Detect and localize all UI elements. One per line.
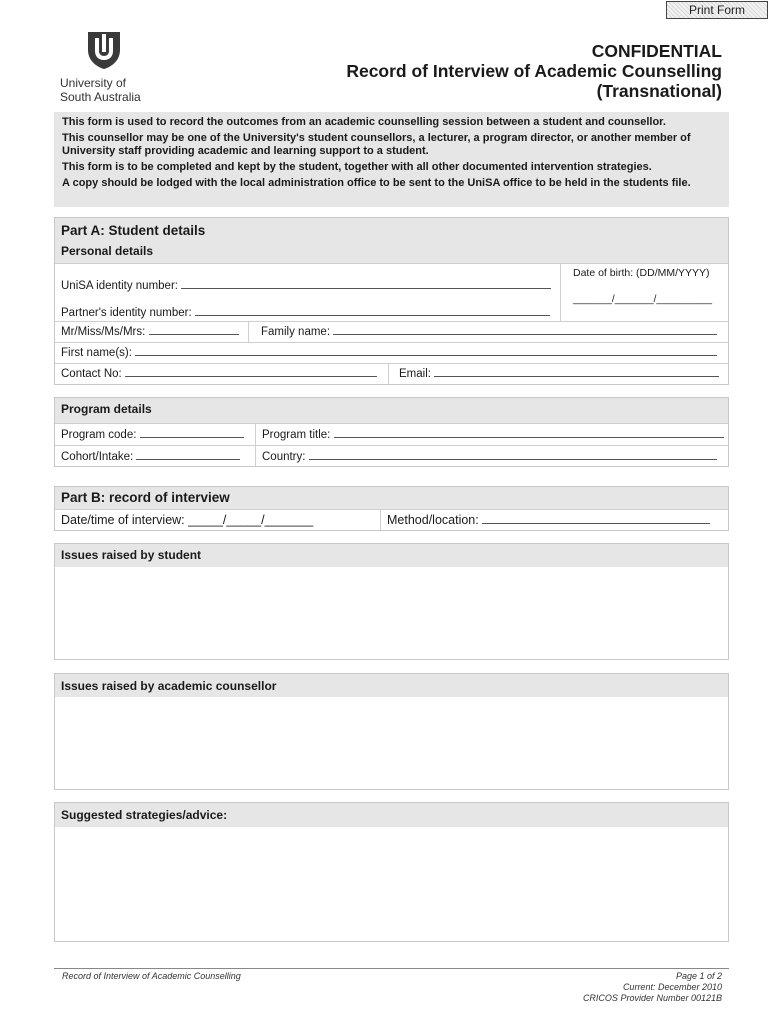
interview-row (55, 509, 728, 530)
strategies-textarea[interactable] (55, 827, 728, 941)
part-a-header (55, 218, 728, 263)
dob-label: Date of birth: (DD/MM/YYYY) (573, 267, 710, 279)
unisa-id-label: UniSA identity number: (61, 280, 178, 292)
program-row (55, 423, 728, 445)
logo-line-1: University of (60, 76, 127, 90)
first-name-row (55, 342, 728, 363)
intro-paragraph: This form is to be completed and kept by the student, together with all other documented intervention strategies. (62, 161, 652, 173)
cohort-label: Cohort/Intake: (61, 451, 134, 463)
print-form-button[interactable]: Print Form (666, 1, 768, 19)
program-details-section (54, 397, 729, 467)
unisa-id-input[interactable] (181, 287, 551, 289)
program-title-input[interactable] (334, 436, 724, 438)
title-input[interactable] (149, 333, 239, 335)
footer-info (583, 971, 722, 1004)
footer-form-name: Record of Interview of Academic Counselling (62, 971, 241, 981)
title-transnational: (Transnational) (596, 81, 722, 101)
email-input[interactable] (434, 375, 719, 377)
dob-input[interactable]: _______/_______/__________ (573, 294, 713, 305)
issues-counsellor-header (55, 674, 728, 697)
part-b-heading: Part B: record of interview (61, 490, 230, 505)
issues-counsellor-textarea[interactable] (55, 697, 728, 789)
issues-counsellor-section (54, 673, 729, 790)
part-b-section (54, 486, 729, 531)
form-title (346, 41, 722, 101)
strategies-header (55, 803, 728, 827)
method-location-label: Method/location: (387, 513, 479, 527)
part-b-header (55, 487, 728, 509)
part-a-heading: Part A: Student details (61, 223, 206, 238)
unisa-shield-icon (86, 30, 122, 70)
personal-details-heading: Personal details (61, 244, 154, 258)
title-main: Record of Interview of Academic Counselling (346, 61, 722, 81)
issues-student-section (54, 543, 729, 660)
university-logo (60, 30, 170, 104)
contact-row (55, 363, 728, 384)
family-name-label: Family name: (261, 326, 331, 338)
country-label: Country: (262, 451, 306, 463)
title-confidential: CONFIDENTIAL (591, 41, 722, 61)
method-location-input[interactable] (482, 522, 710, 524)
first-names-label: First name(s): (61, 347, 132, 359)
strategies-heading: Suggested strategies/advice: (61, 808, 228, 822)
title-label: Mr/Miss/Ms/Mrs: (61, 326, 146, 338)
footer-divider (54, 968, 729, 969)
program-code-label: Program code: (61, 429, 137, 441)
cohort-input[interactable] (136, 458, 240, 460)
first-names-input[interactable] (135, 354, 717, 356)
program-details-header (55, 398, 728, 423)
strategies-section (54, 802, 729, 942)
cohort-row (55, 445, 728, 467)
intro-paragraph: This form is used to record the outcomes from an academic counselling session between a student and counsellor. (62, 116, 666, 128)
program-code-input[interactable] (140, 436, 244, 438)
footer-page-number: Page 1 of 2 (675, 971, 722, 981)
intro-box (54, 112, 729, 207)
issues-student-heading: Issues raised by student (61, 548, 202, 562)
issues-student-textarea[interactable] (55, 567, 728, 659)
id-dob-row (55, 263, 728, 321)
country-input[interactable] (309, 458, 717, 460)
contact-no-label: Contact No: (61, 368, 122, 380)
footer-current-date: Current: December 2010 (622, 982, 722, 992)
intro-paragraph: This counsellor may be one of the University's student counsellors, a lecturer, a program director, or another member of University staff providing academic and learning support to a student. (62, 132, 691, 157)
logo-line-2: South Australia (60, 90, 141, 104)
partner-id-input[interactable] (195, 314, 550, 316)
part-a-section (54, 217, 729, 385)
issues-student-header (55, 544, 728, 567)
program-details-heading: Program details (61, 402, 152, 416)
intro-paragraph: A copy should be lodged with the local administration office to be sent to the UniSA office to be held in the students file. (62, 177, 691, 189)
issues-counsellor-heading: Issues raised by academic counsellor (61, 679, 277, 693)
name-row (55, 321, 728, 342)
footer-cricos: CRICOS Provider Number 00121B (582, 993, 722, 1003)
interview-datetime-field[interactable]: Date/time of interview: _____/_____/_______ (61, 513, 314, 527)
email-label: Email: (399, 368, 431, 380)
partner-id-label: Partner's identity number: (61, 307, 192, 319)
family-name-input[interactable] (333, 333, 717, 335)
program-title-label: Program title: (262, 429, 331, 441)
contact-no-input[interactable] (125, 375, 377, 377)
